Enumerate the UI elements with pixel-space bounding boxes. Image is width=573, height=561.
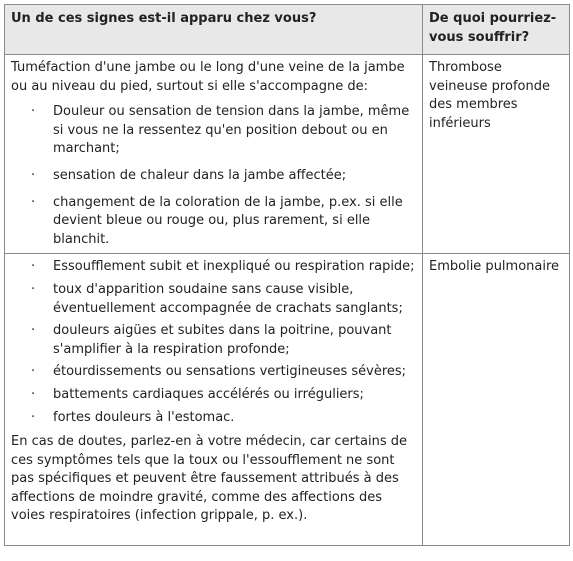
bullet-icon: · xyxy=(31,259,36,275)
list-item: · battements cardiaques accélérés ou irréguliers; xyxy=(11,386,416,405)
list-item: · fortes douleurs à l'estomac. xyxy=(11,409,416,428)
doubt-note: En cas de doutes, parlez-en à votre médecin, car certains de ces symptômes tels que la toux ou l'essoufflement ne sont pas spécifiques et peuvent être faussement attribués à des affections de moindre gravité, comme des affections des voies respiratoires (infection grippale, p. ex.). xyxy=(11,434,407,524)
header-signs: Un de ces signes est-il apparu chez vous? xyxy=(5,5,423,55)
bullet-icon: · xyxy=(31,167,36,183)
bullet-icon: · xyxy=(31,194,36,210)
bullet-icon: · xyxy=(31,409,36,425)
signs-cell-content xyxy=(11,258,416,541)
symptoms-table xyxy=(4,4,570,546)
row2-bullet-list xyxy=(11,258,416,427)
header-row xyxy=(5,5,570,55)
list-item: · douleurs aigües et subites dans la poitrine, pouvant s'amplifier à la respiration profonde; xyxy=(31,323,392,357)
table-row xyxy=(5,55,570,254)
bullet-icon: · xyxy=(31,386,36,402)
list-item: · Douleur ou sensation de tension dans la jambe, même si vous ne la ressentez qu'en position debout ou en marchant; xyxy=(31,104,410,157)
condition-cell: Embolie pulmonaire xyxy=(423,254,570,546)
table-row xyxy=(5,254,570,546)
condition-cell: Thrombose veineuse profonde des membres inférieurs xyxy=(423,55,570,254)
list-item: · changement de la coloration de la jambe, p.ex. si elle devient bleue ou rouge ou, plus rarement, si elle blanchit. xyxy=(31,194,403,247)
list-item: · Essoufflement subit et inexpliqué ou respiration rapide; xyxy=(11,258,416,277)
list-item: · toux d'apparition soudaine sans cause visible, éventuellement accompagnée de crachats sanglants; xyxy=(31,281,403,316)
signs-cell xyxy=(5,254,423,546)
row1-intro: Tuméfaction d'une jambe ou le long d'une veine de la jambe ou au niveau du pied, surtout si elle s'accompagne de: xyxy=(11,60,405,94)
bullet-icon: · xyxy=(31,323,36,339)
list-item: · étourdissements ou sensations vertigineuses sévères; xyxy=(11,363,416,382)
signs-cell xyxy=(5,55,423,254)
bullet-icon: · xyxy=(31,104,36,120)
bullet-icon: · xyxy=(31,364,36,380)
bullet-icon: · xyxy=(31,281,36,297)
header-condition: De quoi pourriez-vous souffrir? xyxy=(423,5,570,55)
list-item: · sensation de chaleur dans la jambe affectée; xyxy=(11,167,416,186)
row1-bullet-list xyxy=(11,103,416,249)
